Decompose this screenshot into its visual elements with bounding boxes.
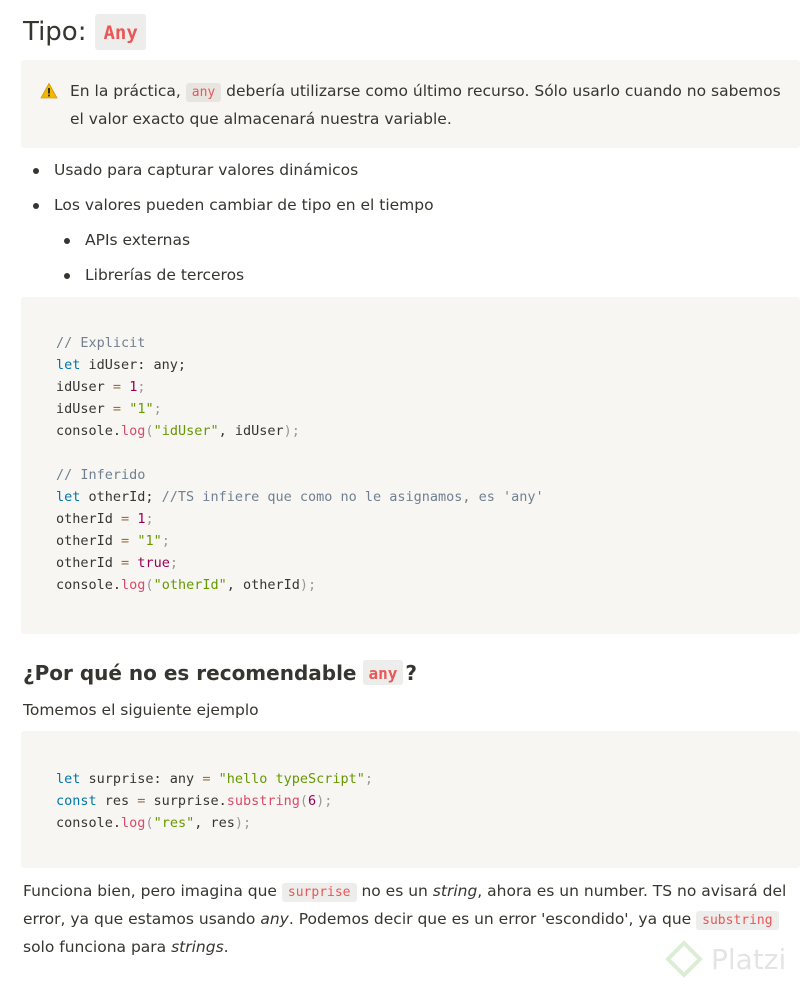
list-item-text: APIs externas (85, 231, 191, 249)
list-item-text: Usado para capturar valores dinámicos (54, 161, 359, 179)
code-block-surprise-example[interactable] (21, 731, 800, 868)
watermark-text: Platzi (711, 942, 787, 976)
section-heading-text: ? (405, 660, 418, 685)
list-item (30, 188, 800, 223)
sub-list-wrapper (30, 223, 800, 293)
closing-paragraph: Funciona bien, pero imagina que surprise no es un string, ahora es un number. TS no avisará del error, ya que estamos usando any. Podemos decir que es un error 'escondido', ya que substring solo funciona para strings. (23, 882, 787, 956)
callout-code: any (186, 83, 221, 102)
inline-code-surprise: surprise (282, 883, 357, 902)
sub-list (61, 223, 800, 293)
list-item-text: Librerías de terceros (85, 266, 245, 284)
section-heading-text: ¿Por qué no es recomendable (23, 660, 357, 685)
callout-text (70, 78, 790, 132)
list-item-text: Los valores pueden cambiar de tipo en el tiempo (54, 196, 434, 214)
bullet-list (30, 153, 800, 293)
platzi-logo-icon (665, 940, 703, 978)
title-code: Any (95, 14, 145, 50)
title-label: Tipo: (23, 17, 87, 47)
code-block-any-examples[interactable] (21, 297, 800, 634)
section-heading (23, 660, 417, 685)
callout-text-part: debería utilizarse como último recurso. Sólo usarlo cuando no sabemos el valor exacto que almacenará nuestra variable. (70, 82, 781, 128)
warning-icon (40, 82, 58, 100)
list-item (30, 153, 800, 188)
section-heading-code: any (363, 660, 404, 685)
inline-code-substring: substring (696, 911, 778, 930)
page-title (23, 14, 146, 50)
sub-list-item (61, 258, 800, 293)
sub-list-item (61, 223, 800, 258)
code-content: let surprise: any = "hello typeScript"; const res = surprise.substring(6); console.log("res", res); (56, 771, 374, 831)
code-content: // Explicit let idUser: any; idUser = 1; idUser = "1"; console.log("idUser", idUser); // Inferido let otherId; //TS infiere que como no le asignamos, es 'any' otherId = 1; otherId = "1"; otherId = true; console.log("otherId", otherId); (56, 335, 544, 593)
bullet-dot (64, 273, 70, 279)
callout-text-part: En la práctica, (70, 82, 186, 100)
bullet-dot (33, 168, 39, 174)
bullet-dot (33, 203, 39, 209)
intro-paragraph: Tomemos el siguiente ejemplo (23, 701, 259, 719)
bullet-dot (64, 238, 70, 244)
platzi-watermark (665, 934, 805, 984)
warning-callout (21, 60, 800, 148)
